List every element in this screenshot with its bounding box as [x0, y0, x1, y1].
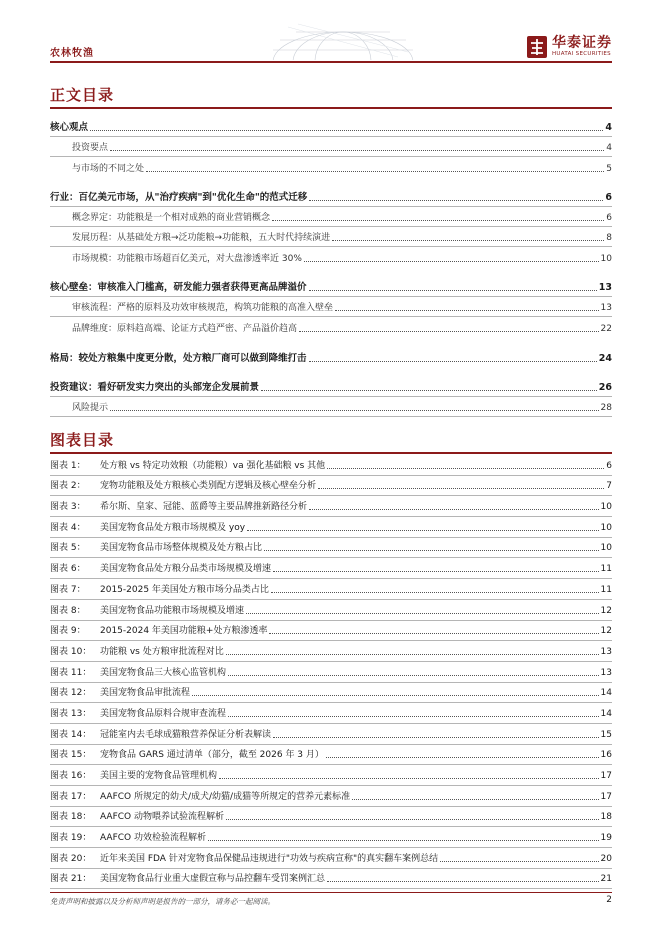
toc-entry-page: 4	[605, 122, 612, 133]
toc-subsection-entry[interactable]	[50, 137, 612, 157]
figure-page: 13	[600, 646, 612, 657]
figure-page: 12	[600, 605, 612, 616]
toc-entry-label: 投资建议：看好研发实力突出的头部宠企发展前景	[50, 382, 260, 393]
figure-number: 图表 8：	[50, 605, 86, 616]
figure-list-entry[interactable]	[50, 538, 612, 559]
toc-entry-page: 24	[598, 353, 612, 364]
figure-title: 希尔斯、皇家、冠能、蓝爵等主要品牌推新路径分析	[100, 502, 308, 513]
figure-page: 18	[600, 812, 612, 823]
figure-list-entry[interactable]	[50, 869, 612, 890]
figure-list-entry[interactable]	[50, 476, 612, 497]
header-divider	[50, 61, 612, 63]
figure-dot-leader	[318, 488, 604, 489]
figure-dot-leader	[192, 695, 599, 696]
figure-dot-leader	[327, 468, 604, 469]
figure-number: 图表 2：	[50, 481, 86, 492]
footer-disclaimer: 免责声明和披露以及分析师声明是报告的一部分，请务必一起阅读。	[50, 897, 275, 906]
figure-number: 图表 16：	[50, 771, 92, 781]
figure-page: 6	[606, 460, 612, 471]
figure-page: 12	[600, 626, 612, 637]
figure-title: 宠物功能粮及处方粮核心类别配方逻辑及核心壁垒分析	[100, 481, 317, 492]
figure-number: 图表 6：	[50, 564, 86, 575]
figure-title: 2015-2024 年美国功能粮+处方粮渗透率	[100, 626, 268, 637]
figure-dot-leader	[208, 840, 599, 841]
toc-dot-leader	[335, 310, 599, 311]
figure-list-entry[interactable]	[50, 827, 612, 848]
figure-title: 功能粮 vs 处方粮审批流程对比	[100, 646, 224, 657]
toc-entry-label: 发展历程：从基础处方粮→泛功能粮→功能粮，五大时代持续演进	[72, 233, 331, 243]
contents-title-rule	[50, 107, 612, 109]
figure-list-entry[interactable]	[50, 558, 612, 579]
toc-entry-page: 28	[600, 403, 612, 413]
table-of-contents	[50, 117, 612, 417]
figure-dot-leader	[219, 778, 599, 779]
figure-dot-leader	[269, 633, 598, 634]
toc-dot-leader	[272, 220, 604, 221]
figure-title: 美国宠物食品处方粮分品类市场规模及增速	[100, 564, 272, 575]
figure-dot-leader	[246, 613, 599, 614]
figure-number: 图表 18：	[50, 812, 92, 823]
toc-entry-label: 市场规模：功能粮市场超百亿美元，对大盘渗透率近 30%	[72, 254, 302, 264]
figure-title: 2015-2025 年美国处方粮市场分品类占比	[100, 584, 269, 595]
figure-list-entry[interactable]	[50, 496, 612, 517]
figure-list-entry[interactable]	[50, 745, 612, 766]
toc-dot-leader	[110, 150, 604, 151]
figure-dot-leader	[273, 737, 599, 738]
figure-title: AAFCO 动物喂养试验流程解析	[100, 812, 224, 823]
figure-dot-leader	[327, 881, 599, 882]
figure-page: 20	[600, 853, 612, 864]
figure-dot-leader	[228, 675, 599, 676]
toc-entry-label: 风险提示	[72, 403, 109, 413]
toc-dot-leader	[304, 261, 599, 262]
toc-entry-page: 13	[598, 282, 612, 293]
figure-number: 图表 11：	[50, 667, 92, 678]
figure-number: 图表 7：	[50, 584, 86, 595]
toc-dot-leader	[146, 171, 604, 172]
figure-dot-leader	[228, 716, 599, 717]
figure-number: 图表 15：	[50, 750, 92, 761]
figure-title: 美国宠物食品功能粮市场规模及增速	[100, 605, 245, 616]
figure-number: 图表 17：	[50, 791, 92, 802]
figure-page: 10	[600, 502, 612, 513]
toc-dot-leader	[332, 240, 604, 241]
figure-dot-leader	[226, 654, 599, 655]
figure-page: 14	[600, 688, 612, 699]
figure-page: 17	[600, 771, 612, 781]
figure-page: 10	[600, 522, 612, 533]
figure-number: 图表 1：	[50, 460, 86, 471]
figure-number: 图表 3：	[50, 502, 86, 513]
toc-entry-page: 4	[606, 143, 612, 153]
figure-dot-leader	[271, 592, 599, 593]
figure-page: 13	[600, 667, 612, 678]
toc-entry-page: 8	[606, 233, 612, 243]
figure-list-entry[interactable]	[50, 786, 612, 807]
figure-title: 美国宠物食品处方粮市场规模及 yoy	[100, 522, 246, 533]
figure-number: 图表 9：	[50, 626, 86, 637]
figure-list-entry[interactable]	[50, 683, 612, 704]
figure-list-entry[interactable]	[50, 807, 612, 828]
figure-page: 14	[600, 708, 612, 719]
toc-section-entry[interactable]	[50, 377, 612, 397]
figure-title: 宠物食品 GARS 通过清单（部分，截至 2026 年 3 月）	[100, 750, 324, 761]
toc-dot-leader	[309, 290, 597, 291]
toc-subsection-entry[interactable]	[50, 157, 612, 177]
footer-divider	[50, 892, 612, 893]
toc-dot-leader	[299, 331, 599, 332]
toc-subsection-entry[interactable]	[50, 207, 612, 227]
toc-dot-leader	[110, 410, 599, 411]
figure-dot-leader	[440, 861, 598, 862]
figure-list-entry[interactable]	[50, 703, 612, 724]
figure-page: 11	[600, 584, 612, 595]
figure-number: 图表 20：	[50, 853, 92, 864]
toc-dot-leader	[90, 130, 603, 131]
toc-dot-leader	[309, 361, 597, 362]
figure-title: AAFCO 所规定的幼犬/成犬/幼猫/成猫等所规定的营养元素标准	[100, 791, 351, 802]
figure-title: 冠能室内去毛球成猫粮营养保证分析表解读	[100, 729, 272, 740]
toc-entry-page: 6	[606, 213, 612, 223]
figure-list-entry[interactable]	[50, 600, 612, 621]
figure-dot-leader	[352, 799, 598, 800]
toc-entry-label: 核心壁垒：审核准入门槛高，研发能力强者获得更高品牌溢价	[50, 282, 307, 293]
toc-entry-label: 与市场的不同之处	[72, 164, 145, 174]
figure-title: 美国宠物食品三大核心监管机构	[100, 667, 227, 678]
toc-entry-label: 格局：较处方粮集中度更分散，处方粮厂商可以做到降维打击	[50, 353, 307, 364]
figure-title: 近年来美国 FDA 针对宠物食品保健品违规进行"功效与疾病宣称"的真实翻车案例总结	[100, 853, 439, 864]
toc-section-entry[interactable]	[50, 117, 612, 137]
huatai-logo-icon	[527, 36, 547, 58]
figure-title: AAFCO 功效检验流程解析	[100, 833, 206, 844]
figure-number: 图表 10：	[50, 646, 92, 657]
toc-entry-page: 5	[606, 164, 612, 174]
figure-list-entry[interactable]	[50, 641, 612, 662]
page-header	[0, 0, 662, 68]
figure-list	[50, 455, 612, 889]
figure-list-entry[interactable]	[50, 765, 612, 786]
toc-subsection-entry[interactable]	[50, 247, 612, 267]
figure-dot-leader	[264, 550, 599, 551]
figure-page: 19	[600, 833, 612, 844]
contents-title: 正文目录	[50, 86, 115, 104]
toc-dot-leader	[261, 390, 597, 391]
toc-dot-leader	[309, 200, 603, 201]
toc-entry-label: 品牌维度：原料趋高端、论证方式趋严密、产品溢价趋高	[72, 324, 298, 334]
figure-page: 16	[600, 750, 612, 761]
figure-title: 处方粮 vs 特定功效粮（功能粮）va 强化基础粮 vs 其他	[100, 460, 326, 471]
toc-entry-label: 审核流程：严格的原料及功效审核规范，构筑功能粮的高准入壁垒	[72, 303, 334, 313]
figure-title: 美国宠物食品审批流程	[100, 688, 191, 699]
figure-list-entry[interactable]	[50, 517, 612, 538]
toc-entry-page: 22	[600, 324, 612, 334]
toc-entry-page: 13	[600, 303, 612, 313]
figure-number: 图表 12：	[50, 688, 92, 699]
figure-list-entry[interactable]	[50, 579, 612, 600]
figure-page: 10	[600, 543, 612, 554]
figure-number: 图表 19：	[50, 833, 92, 844]
figure-title: 美国宠物食品市场整体规模及处方粮占比	[100, 543, 263, 554]
figure-list-entry[interactable]	[50, 621, 612, 642]
toc-subsection-entry[interactable]	[50, 297, 612, 317]
figures-title: 图表目录	[50, 431, 115, 449]
industry-category: 农林牧渔	[50, 48, 94, 59]
figure-list-entry[interactable]	[50, 662, 612, 683]
toc-entry-page: 6	[605, 192, 612, 203]
figure-page: 15	[600, 729, 612, 740]
figure-number: 图表 4：	[50, 522, 86, 533]
figure-list-entry[interactable]	[50, 724, 612, 745]
toc-entry-label: 投资要点	[72, 143, 109, 153]
figure-title: 美国宠物食品原料合规审查流程	[100, 708, 227, 719]
toc-section-entry[interactable]	[50, 347, 612, 367]
toc-section-entry[interactable]	[50, 187, 612, 207]
figure-page: 11	[600, 564, 612, 575]
page-number: 2	[606, 895, 612, 905]
toc-section-entry[interactable]	[50, 277, 612, 297]
figure-number: 图表 14：	[50, 729, 92, 740]
toc-entry-page: 26	[598, 382, 612, 393]
figure-page: 21	[600, 874, 612, 885]
globe-watermark-icon	[268, 22, 418, 60]
toc-entry-label: 概念界定：功能粮是一个相对成熟的商业营销概念	[72, 213, 271, 223]
figure-dot-leader	[247, 530, 599, 531]
toc-entry-label: 行业：百亿美元市场，从"治疗疾病"到"优化生命"的范式迁移	[50, 192, 308, 203]
figures-title-rule	[50, 452, 612, 454]
toc-subsection-entry[interactable]	[50, 227, 612, 247]
figure-dot-leader	[309, 509, 599, 510]
figure-dot-leader	[226, 819, 599, 820]
figure-page: 17	[600, 791, 612, 802]
figure-number: 图表 21：	[50, 874, 92, 885]
logo-english-name: HUATAI SECURITIES	[552, 51, 611, 57]
figure-list-entry[interactable]	[50, 455, 612, 476]
toc-subsection-entry[interactable]	[50, 317, 612, 337]
figure-dot-leader	[273, 571, 599, 572]
figure-number: 图表 13：	[50, 708, 92, 719]
figure-title: 美国主要的宠物食品管理机构	[100, 771, 218, 781]
toc-subsection-entry[interactable]	[50, 397, 612, 417]
figure-dot-leader	[326, 757, 599, 758]
toc-entry-page: 10	[600, 254, 612, 264]
toc-entry-label: 核心观点	[50, 122, 89, 133]
figure-page: 7	[606, 481, 612, 492]
figure-title: 美国宠物食品行业重大虚假宣称与品控翻车受罚案例汇总	[100, 874, 326, 885]
logo-chinese-name: 华泰证券	[552, 35, 612, 51]
huatai-logo	[527, 34, 612, 60]
figure-list-entry[interactable]	[50, 848, 612, 869]
figure-number: 图表 5：	[50, 543, 86, 554]
